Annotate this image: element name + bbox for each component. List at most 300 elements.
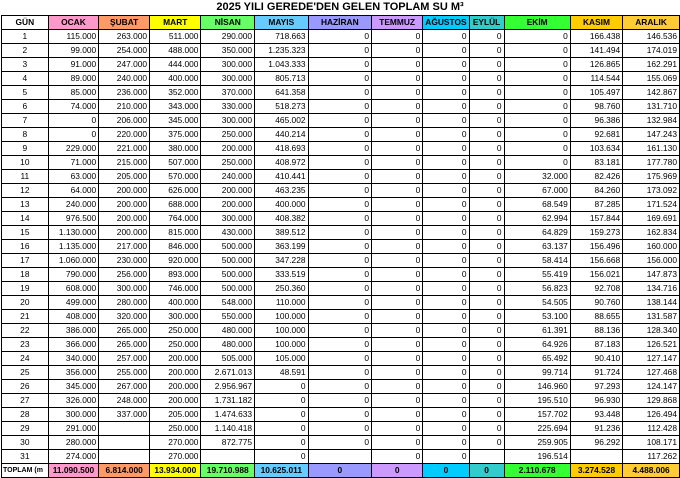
header-month: MART [150,16,201,30]
day-cell: 24 [2,352,49,366]
total-cell: 19.710.988 [201,464,255,478]
value-cell: 156.668 [570,254,622,268]
value-cell: 430.000 [201,226,255,240]
value-cell: 0 [504,30,570,44]
value-cell: 463.235 [255,184,308,198]
value-cell: 641.358 [255,86,308,100]
value-cell: 0 [372,198,423,212]
value-cell: 0 [308,58,372,72]
value-cell: 0 [308,212,372,226]
value-cell: 363.199 [255,240,308,254]
value-cell: 0 [308,142,372,156]
value-cell: 229.000 [48,142,99,156]
table-row [2,352,680,366]
value-cell: 805.713 [255,72,308,86]
value-cell: 0 [469,352,504,366]
value-cell: 333.519 [255,268,308,282]
value-cell: 0 [372,450,423,464]
day-cell: 20 [2,296,49,310]
value-cell: 63.137 [504,240,570,254]
value-cell: 300.000 [201,58,255,72]
value-cell: 0 [48,128,99,142]
table-row [2,170,680,184]
value-cell: 195.510 [504,394,570,408]
value-cell: 96.930 [570,394,622,408]
value-cell: 92.681 [570,128,622,142]
value-cell: 0 [372,310,423,324]
value-cell: 0 [423,184,469,198]
value-cell: 380.000 [150,142,201,156]
value-cell: 61.391 [504,324,570,338]
value-cell: 500.000 [201,282,255,296]
value-cell: 0 [372,100,423,114]
day-cell: 16 [2,240,49,254]
value-cell: 236.000 [99,86,150,100]
value-cell: 2.956.967 [201,380,255,394]
value-cell: 200.000 [150,394,201,408]
header-month: NİSAN [201,16,255,30]
value-cell: 157.702 [504,408,570,422]
value-cell: 0 [308,44,372,58]
value-cell: 0 [308,324,372,338]
value-cell: 82.426 [570,170,622,184]
table-row [2,450,680,464]
value-cell: 0 [372,212,423,226]
day-cell: 29 [2,422,49,436]
value-cell: 156.496 [570,240,622,254]
value-cell: 718.663 [255,30,308,44]
value-cell: 128.340 [623,324,680,338]
value-cell [308,450,372,464]
value-cell: 200.000 [150,352,201,366]
value-cell: 64.829 [504,226,570,240]
value-cell: 0 [308,380,372,394]
total-cell: 13.934.000 [150,464,201,478]
value-cell: 215.000 [99,156,150,170]
value-cell: 444.000 [150,58,201,72]
value-cell: 263.000 [99,30,150,44]
table-row [2,240,680,254]
day-cell: 14 [2,212,49,226]
value-cell: 64.926 [504,338,570,352]
value-cell: 330.000 [201,100,255,114]
value-cell: 0 [308,86,372,100]
value-cell: 0 [469,128,504,142]
table-row [2,212,680,226]
value-cell: 0 [504,58,570,72]
value-cell: 0 [423,44,469,58]
day-cell: 13 [2,198,49,212]
value-cell: 177.780 [623,156,680,170]
value-cell: 352.000 [150,86,201,100]
value-cell: 0 [308,128,372,142]
value-cell: 0 [469,156,504,170]
value-cell: 548.000 [201,296,255,310]
value-cell: 343.000 [150,100,201,114]
value-cell: 250.360 [255,282,308,296]
value-cell: 63.000 [48,170,99,184]
value-cell: 345.000 [48,380,99,394]
header-day: GÜN [2,16,49,30]
value-cell: 608.000 [48,282,99,296]
day-cell: 31 [2,450,49,464]
value-cell: 254.000 [99,44,150,58]
day-cell: 18 [2,268,49,282]
value-cell: 0 [372,436,423,450]
value-cell: 300.000 [201,212,255,226]
value-cell: 0 [372,366,423,380]
value-cell: 0 [372,352,423,366]
value-cell: 0 [48,114,99,128]
value-cell: 0 [308,254,372,268]
total-cell: 0 [423,464,469,478]
value-cell: 62.994 [504,212,570,226]
table-row [2,254,680,268]
table-row [2,128,680,142]
value-cell: 300.000 [99,282,150,296]
total-cell: 3.274.528 [570,464,622,478]
day-cell: 10 [2,156,49,170]
value-cell: 1.140.418 [201,422,255,436]
value-cell: 217.000 [99,240,150,254]
header-month: AĞUSTOS [423,16,469,30]
value-cell: 0 [423,296,469,310]
value-cell: 131.710 [623,100,680,114]
value-cell: 0 [308,30,372,44]
value-cell: 570.000 [150,170,201,184]
value-cell: 920.000 [150,254,201,268]
value-cell: 171.524 [623,198,680,212]
value-cell: 256.000 [99,268,150,282]
value-cell: 0 [255,394,308,408]
value-cell: 872.775 [201,436,255,450]
value-cell: 166.438 [570,30,622,44]
value-cell: 300.000 [201,72,255,86]
value-cell: 400.000 [255,198,308,212]
value-cell: 366.000 [48,338,99,352]
value-cell: 108.171 [623,436,680,450]
value-cell: 0 [423,436,469,450]
value-cell: 65.492 [504,352,570,366]
table-row [2,156,680,170]
value-cell: 280.000 [48,436,99,450]
value-cell: 146.536 [623,30,680,44]
value-cell: 0 [469,86,504,100]
table-row [2,282,680,296]
value-cell: 250.000 [150,338,201,352]
value-cell: 356.000 [48,366,99,380]
value-cell: 71.000 [48,156,99,170]
value-cell: 0 [469,268,504,282]
value-cell: 500.000 [201,254,255,268]
value-cell: 255.000 [99,366,150,380]
value-cell: 0 [372,86,423,100]
value-cell: 32.000 [504,170,570,184]
value-cell: 0 [423,366,469,380]
value-cell: 0 [423,282,469,296]
value-cell: 0 [504,72,570,86]
value-cell: 155.069 [623,72,680,86]
value-cell: 0 [469,100,504,114]
value-cell: 0 [504,100,570,114]
table-row [2,184,680,198]
value-cell: 200.000 [99,212,150,226]
day-cell: 5 [2,86,49,100]
value-cell: 790.000 [48,268,99,282]
value-cell: 93.448 [570,408,622,422]
value-cell: 200.000 [99,226,150,240]
value-cell: 265.000 [99,324,150,338]
value-cell: 132.984 [623,114,680,128]
value-cell: 129.868 [623,394,680,408]
table-row [2,338,680,352]
value-cell: 465.002 [255,114,308,128]
value-cell: 147.873 [623,268,680,282]
header-month: EKİM [504,16,570,30]
value-cell: 200.000 [201,198,255,212]
value-cell: 0 [423,170,469,184]
value-cell: 290.000 [201,30,255,44]
value-cell: 0 [255,422,308,436]
day-cell: 4 [2,72,49,86]
value-cell: 0 [423,72,469,86]
table-row [2,58,680,72]
value-cell: 0 [255,450,308,464]
value-cell: 2.671.013 [201,366,255,380]
header-month: ARALIK [623,16,680,30]
value-cell: 410.441 [255,170,308,184]
value-cell: 141.494 [570,44,622,58]
value-cell: 110.000 [255,296,308,310]
day-cell: 30 [2,436,49,450]
value-cell: 161.130 [623,142,680,156]
value-cell: 206.000 [99,114,150,128]
header-month: ŞUBAT [99,16,150,30]
value-cell [99,436,150,450]
value-cell: 134.716 [623,282,680,296]
value-cell: 200.000 [150,366,201,380]
value-cell: 0 [423,422,469,436]
value-cell: 0 [469,310,504,324]
value-cell: 100.000 [255,338,308,352]
value-cell: 126.521 [623,338,680,352]
table-row [2,268,680,282]
value-cell [201,450,255,464]
value-cell: 764.000 [150,212,201,226]
value-cell: 480.000 [201,338,255,352]
value-cell: 67.000 [504,184,570,198]
value-cell: 337.000 [99,408,150,422]
value-cell: 240.000 [48,198,99,212]
value-cell: 0 [469,282,504,296]
value-cell: 220.000 [99,128,150,142]
table-row [2,226,680,240]
day-cell: 12 [2,184,49,198]
value-cell: 0 [423,30,469,44]
value-cell: 0 [423,156,469,170]
header-month: MAYIS [255,16,308,30]
value-cell: 0 [423,352,469,366]
table-row [2,310,680,324]
value-cell: 0 [504,114,570,128]
totals-label: TOPLAM (m [2,464,49,478]
day-cell: 25 [2,366,49,380]
value-cell: 0 [423,58,469,72]
value-cell: 156.021 [570,268,622,282]
value-cell: 105.497 [570,86,622,100]
value-cell: 0 [308,226,372,240]
value-cell: 0 [423,86,469,100]
value-cell: 0 [504,86,570,100]
value-cell: 815.000 [150,226,201,240]
value-cell: 0 [423,338,469,352]
value-cell: 0 [423,114,469,128]
value-cell: 0 [308,72,372,86]
value-cell: 440.214 [255,128,308,142]
value-cell: 0 [372,296,423,310]
value-cell: 0 [308,282,372,296]
value-cell: 127.468 [623,366,680,380]
day-cell: 8 [2,128,49,142]
value-cell: 0 [308,100,372,114]
value-cell: 174.019 [623,44,680,58]
value-cell: 173.092 [623,184,680,198]
table-row [2,296,680,310]
value-cell: 200.000 [150,380,201,394]
value-cell: 0 [423,450,469,464]
value-cell [570,450,622,464]
value-cell: 0 [372,128,423,142]
value-cell: 326.000 [48,394,99,408]
value-cell: 160.000 [623,240,680,254]
value-cell: 0 [308,352,372,366]
value-cell: 90.410 [570,352,622,366]
value-cell: 0 [423,254,469,268]
day-cell: 1 [2,30,49,44]
value-cell: 0 [308,268,372,282]
value-cell: 221.000 [99,142,150,156]
header-month: EYLÜL [469,16,504,30]
value-cell: 58.414 [504,254,570,268]
value-cell: 0 [308,184,372,198]
value-cell: 99.000 [48,44,99,58]
value-cell: 0 [372,240,423,254]
value-cell: 0 [308,422,372,436]
value-cell: 518.273 [255,100,308,114]
value-cell: 169.691 [623,212,680,226]
value-cell: 0 [504,156,570,170]
value-cell: 87.285 [570,198,622,212]
value-cell: 500.000 [201,268,255,282]
total-cell: 4.488.006 [623,464,680,478]
value-cell: 0 [372,380,423,394]
value-cell: 0 [469,422,504,436]
value-cell: 0 [423,324,469,338]
value-cell: 0 [255,408,308,422]
value-cell: 488.000 [150,44,201,58]
value-cell: 0 [423,268,469,282]
value-cell: 408.382 [255,212,308,226]
value-cell: 87.183 [570,338,622,352]
value-cell: 274.000 [48,450,99,464]
day-cell: 26 [2,380,49,394]
value-cell: 84.260 [570,184,622,198]
value-cell: 688.000 [150,198,201,212]
value-cell: 250.000 [150,422,201,436]
value-cell: 0 [469,338,504,352]
value-cell: 0 [308,114,372,128]
value-cell: 0 [469,30,504,44]
table-row [2,44,680,58]
value-cell: 142.867 [623,86,680,100]
value-cell: 0 [423,408,469,422]
value-cell: 0 [469,380,504,394]
value-cell: 0 [469,296,504,310]
value-cell: 146.960 [504,380,570,394]
value-cell: 0 [308,338,372,352]
value-cell: 225.694 [504,422,570,436]
value-cell: 846.000 [150,240,201,254]
header-month: HAZİRAN [308,16,372,30]
value-cell: 0 [308,296,372,310]
value-cell: 131.587 [623,310,680,324]
value-cell: 85.000 [48,86,99,100]
value-cell: 205.000 [99,170,150,184]
value-cell: 0 [504,44,570,58]
value-cell: 96.292 [570,436,622,450]
value-cell: 100.000 [255,324,308,338]
value-cell: 370.000 [201,86,255,100]
value-cell: 0 [469,408,504,422]
day-cell: 7 [2,114,49,128]
value-cell: 0 [372,282,423,296]
value-cell: 91.724 [570,366,622,380]
value-cell: 267.000 [99,380,150,394]
value-cell: 0 [504,142,570,156]
value-cell: 0 [255,380,308,394]
totals-row [2,464,680,478]
value-cell: 345.000 [150,114,201,128]
table-row [2,114,680,128]
value-cell: 200.000 [201,184,255,198]
value-cell: 162.834 [623,226,680,240]
table-row [2,394,680,408]
value-cell: 0 [308,408,372,422]
value-cell [99,450,150,464]
header-month: OCAK [48,16,99,30]
value-cell: 300.000 [48,408,99,422]
value-cell: 408.972 [255,156,308,170]
value-cell: 0 [372,422,423,436]
value-cell: 196.514 [504,450,570,464]
value-cell: 0 [372,142,423,156]
value-cell: 92.708 [570,282,622,296]
value-cell: 0 [469,240,504,254]
value-cell: 91.236 [570,422,622,436]
value-cell: 265.000 [99,338,150,352]
total-cell: 11.090.500 [48,464,99,478]
value-cell: 0 [469,394,504,408]
value-cell: 1.060.000 [48,254,99,268]
value-cell: 0 [469,198,504,212]
value-cell: 893.000 [150,268,201,282]
value-cell: 0 [372,226,423,240]
value-cell: 74.000 [48,100,99,114]
value-cell: 389.512 [255,226,308,240]
value-cell: 0 [469,212,504,226]
value-cell: 117.262 [623,450,680,464]
table-row [2,142,680,156]
